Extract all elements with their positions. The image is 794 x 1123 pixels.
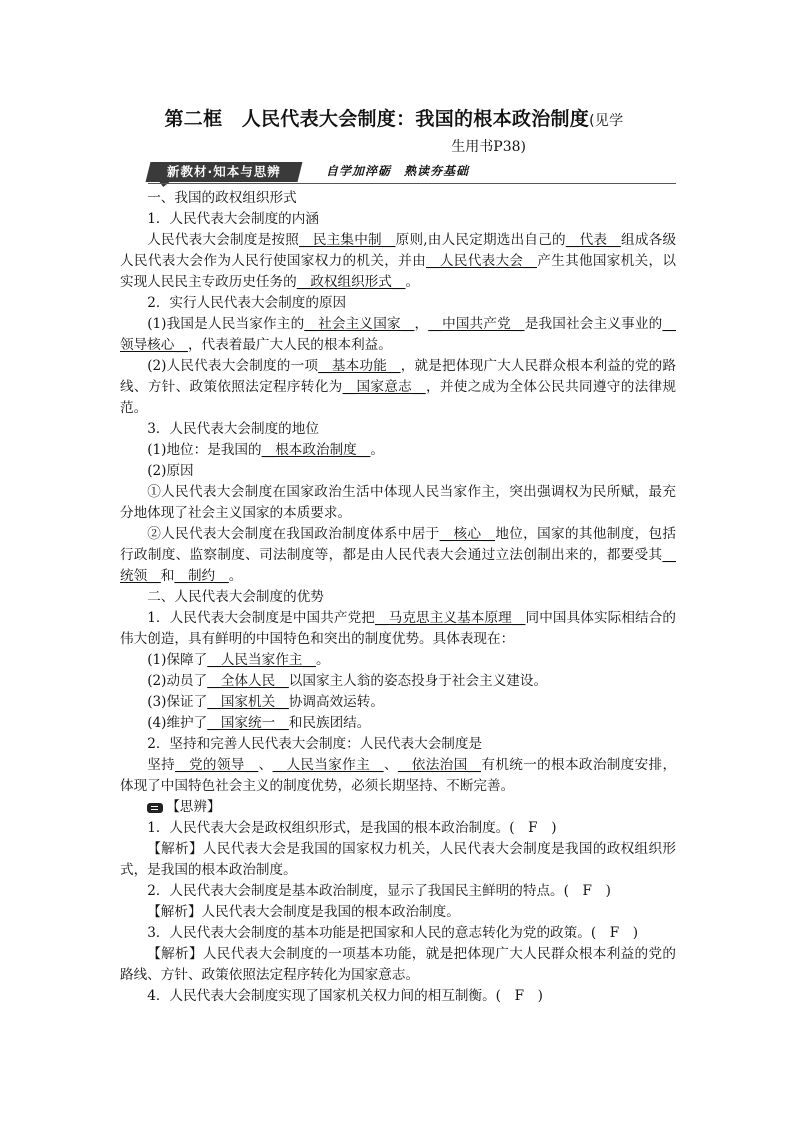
paragraph (120, 797, 676, 818)
text-run: (1)我国是人民当家作主的 (147, 316, 305, 332)
paragraph (120, 482, 676, 524)
text-run: (2)人民代表大会制度的一项 (147, 358, 319, 374)
answer-blank: __代表__ (565, 232, 621, 248)
body-text (120, 188, 676, 1007)
section-heading (120, 734, 676, 755)
text-run: 和 (160, 568, 175, 584)
paragraph (120, 524, 676, 587)
title-main: 第二框 人民代表大会制度：我国的根本政治制度 (164, 108, 590, 130)
text-run: (2)动员了 (147, 673, 208, 689)
section-banner (120, 160, 676, 188)
text-run: 坚持 (147, 757, 176, 773)
text-run: 【解析】人民代表大会是我国的国家权力机关，人民代表大会制度是我国的政权组织形式，是我国的根本政治制度。 (120, 841, 676, 878)
answer-blank: __全体人民__ (207, 673, 289, 689)
text-run: ②人民代表大会制度在我国政治制度体系中居于 (147, 526, 440, 542)
text-run: 2．实行人民代表大会制度的原因 (147, 295, 347, 311)
paragraph (120, 881, 676, 902)
answer-blank: __党的领导__ (175, 757, 259, 773)
answer-blank: __国家意志__ (342, 379, 426, 395)
text-run: 3．人民代表大会制度的基本功能是把国家和人民的意志转化为党的政策。( F ) (147, 925, 639, 941)
text-run: 【思辨】 (166, 799, 221, 815)
text-run: 二、人民代表大会制度的优势 (147, 589, 324, 605)
paragraph (120, 671, 676, 692)
answer-blank: __社会主义国家__ (304, 316, 415, 332)
text-run: 【解析】人民代表大会制度是我国的根本政治制度。 (147, 904, 460, 920)
text-run: 【解析】人民代表大会制度的一项基本功能，就是把体现广大人民群众根本利益的党的路线、方针、政策依照法定程序转化为国家意志。 (120, 946, 676, 983)
text-run: 以国家主人翁的姿态投身于社会主义建设。 (288, 673, 548, 689)
discussion-icon (147, 803, 163, 813)
text-run: (4)维护了 (147, 715, 208, 731)
answer-blank: __马克思主义基本原理__ (374, 610, 526, 626)
paragraph (120, 692, 676, 713)
text-run: ，并使之成为全体公民共同遵守的法律规范。 (120, 379, 677, 416)
text-run: (1)保障了 (147, 652, 208, 668)
text-run: (3)保证了 (147, 694, 208, 710)
paragraph (120, 356, 676, 419)
section-heading (120, 209, 676, 230)
text-run: 人民代表大会制度是按照 (147, 232, 300, 248)
text-run: ①人民代表大会制度在国家政治生活中体现人民当家作主，突出强调权为民所赋，最充分地体现了社会主义国家的本质要求。 (120, 484, 676, 521)
page-content (120, 104, 676, 1007)
page-title (112, 104, 676, 136)
paragraph (120, 818, 676, 839)
text-run: 同中国具体实际相结合的伟大创造，具有鲜明的中国特色和突出的制度优势。具体表现在： (120, 610, 677, 647)
text-run: 、 (258, 757, 273, 773)
text-run: 1．人民代表大会制度是中国共产党把 (147, 610, 375, 626)
answer-blank: __国家机关__ (207, 694, 289, 710)
paragraph (120, 650, 676, 671)
paragraph (120, 314, 676, 356)
section-heading (120, 188, 676, 209)
section-heading (120, 419, 676, 440)
text-run: ，就是把体现广大人民群众根本利益的党的路线、方针、政策依照法定程序转化为 (120, 358, 676, 395)
section-heading (120, 587, 676, 608)
text-run: 协调高效运转。 (288, 694, 384, 710)
paragraph (120, 839, 676, 881)
paragraph (120, 230, 676, 293)
text-run: 1．人民代表大会制度的内涵 (147, 211, 319, 227)
banner-slogan: 自学加淬砺 熟读夯基础 (326, 164, 470, 178)
text-run: 。 (228, 568, 243, 584)
text-run: 1．人民代表大会是政权组织形式，是我国的根本政治制度。( F ) (147, 820, 557, 836)
section-heading (120, 293, 676, 314)
text-run: (2)原因 (147, 463, 194, 479)
text-run: 、 (383, 757, 398, 773)
paragraph (120, 461, 676, 482)
paragraph (120, 944, 676, 986)
text-run: 地位，国家的其他制度，包括行政制度、监察制度、司法制度等，都是由人民代表大会通过立法创制出来的，都要受其 (120, 526, 677, 563)
text-run: 产生其他国家机关，以实现人民民主专政历史任务的 (120, 253, 677, 290)
answer-blank: __基本功能__ (318, 358, 401, 374)
answer-blank: __民主集中制__ (299, 232, 396, 248)
answer-blank: __领导核心__ (120, 316, 677, 353)
text-run: 和民族团结。 (288, 715, 371, 731)
text-run: ，代表着最广大人民的根本利益。 (187, 337, 392, 353)
answer-blank: __人民当家作主__ (272, 757, 384, 773)
paragraph (120, 440, 676, 461)
answer-blank: __国家统一__ (207, 715, 289, 731)
text-run: 原则,由人民定期选出自己的 (395, 232, 566, 248)
text-run: 有机统一的根本政治制度安排，体现了中国特色社会主义的制度优势，必须长期坚持、不断完善。 (120, 757, 677, 794)
answer-blank: __根本政治制度__ (261, 442, 371, 458)
answer-blank: __中国共产党__ (428, 316, 525, 332)
answer-blank: __依法治国__ (397, 757, 482, 773)
text-run: 。 (370, 442, 384, 458)
paragraph (120, 713, 676, 734)
text-run: 3．人民代表大会制度的地位 (147, 421, 319, 437)
paragraph (120, 755, 676, 797)
paragraph (120, 608, 676, 650)
paragraph (120, 923, 676, 944)
text-run: 。 (405, 274, 420, 290)
answer-blank: __核心__ (439, 526, 495, 542)
answer-blank: __人民代表大会__ (425, 253, 537, 269)
answer-blank: __人民当家作主__ (207, 652, 316, 668)
text-run: 4．人民代表大会制度实现了国家机关权力间的相互制衡。( F ) (147, 988, 543, 1004)
banner-label: 新教材·知本与思辨 (167, 164, 281, 179)
paragraph (120, 902, 676, 923)
paragraph (120, 986, 676, 1007)
banner-label-box (146, 162, 303, 182)
banner-rule (148, 183, 676, 184)
answer-blank: __统领__ (120, 547, 676, 584)
text-run: 是我国社会主义事业的 (524, 316, 663, 332)
answer-blank: __政权组织形式__ (296, 274, 406, 290)
text-run: 。 (315, 652, 330, 668)
text-run: 一、我国的政权组织形式 (147, 190, 297, 206)
text-run: 2．人民代表大会制度是基本政治制度，显示了我国民主鲜明的特点。( F ) (147, 883, 611, 899)
title-note-continued: 生用书P38) (451, 139, 526, 155)
text-run: 2．坚持和完善人民代表大会制度：人民代表大会制度是 (147, 736, 483, 752)
text-run: 组成各级人民代表大会作为人民行使国家权力的机关，并由 (120, 232, 677, 269)
text-run: (1)地位：是我国的 (147, 442, 262, 458)
answer-blank: __制约__ (174, 568, 229, 584)
title-note: (见学 (589, 113, 624, 129)
text-run: ， (414, 316, 429, 332)
